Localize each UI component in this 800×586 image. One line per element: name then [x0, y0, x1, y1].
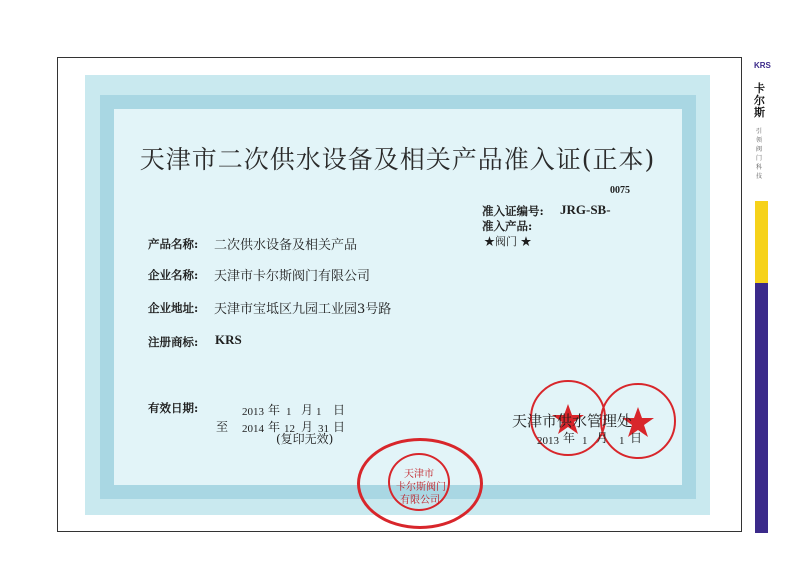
issue-month: 1 — [582, 435, 588, 447]
company-address-value: 天津市宝坻区九园工业园3号路 — [214, 302, 392, 317]
brand-sidebar — [754, 55, 771, 533]
brand-slogan: 引领阀门科技 — [756, 128, 763, 180]
sidebar-purple-band — [755, 283, 768, 533]
product-name-label: 产品名称: — [148, 237, 199, 251]
trademark-value: KRS — [215, 332, 242, 347]
start-month-char: 月 — [301, 403, 314, 417]
issue-year-char: 年 — [563, 431, 576, 445]
company-seal-line-3: 有限公司 — [400, 495, 440, 506]
company-address-label: 企业地址: — [148, 301, 199, 315]
start-day: 1 — [316, 406, 322, 418]
validity-to: 至 — [216, 420, 229, 434]
start-month: 1 — [286, 406, 292, 418]
company-seal-line-2: 卡尔斯阀门 — [396, 482, 446, 493]
end-day-char: 日 — [333, 420, 346, 434]
end-year-char: 年 — [268, 420, 281, 434]
company-name-label: 企业名称: — [148, 268, 199, 282]
end-day: 31 — [318, 423, 329, 435]
brand-logo: KRS — [754, 61, 771, 70]
cert-number-suffix: 0075 — [610, 185, 630, 196]
admitted-product-value: ★阀门 ★ — [484, 235, 532, 248]
certificate-title: 天津市二次供水设备及相关产品准入证(正本) — [139, 145, 656, 174]
issue-month-char: 月 — [596, 431, 609, 445]
end-month: 12 — [284, 423, 295, 435]
start-day-char: 日 — [333, 403, 346, 417]
brand-name: 卡尔斯 — [754, 83, 765, 119]
issue-day-char: 日 — [630, 431, 643, 445]
admitted-product-label: 准入产品: — [482, 219, 533, 233]
company-seal-line-1: 天津市 — [404, 469, 434, 480]
sidebar-yellow-band — [755, 201, 768, 283]
start-year: 2013 — [242, 406, 264, 418]
end-year: 2014 — [242, 423, 264, 435]
start-year-char: 年 — [268, 403, 281, 417]
validity-label: 有效日期: — [148, 401, 199, 415]
company-name-value: 天津市卡尔斯阀门有限公司 — [214, 269, 371, 284]
product-name-value: 二次供水设备及相关产品 — [214, 238, 358, 253]
end-month-char: 月 — [301, 420, 314, 434]
copy-invalid-note: (复印无效) — [276, 432, 334, 446]
issuer-name: 天津市供水管理处 — [512, 412, 633, 430]
issue-day: 1 — [619, 435, 625, 447]
cert-number-label: 准入证编号: — [482, 204, 544, 218]
issue-year: 2013 — [537, 435, 559, 447]
company-seal — [357, 438, 483, 529]
trademark-label: 注册商标: — [148, 335, 199, 349]
cert-number-value: JRG-SB- — [560, 202, 611, 217]
